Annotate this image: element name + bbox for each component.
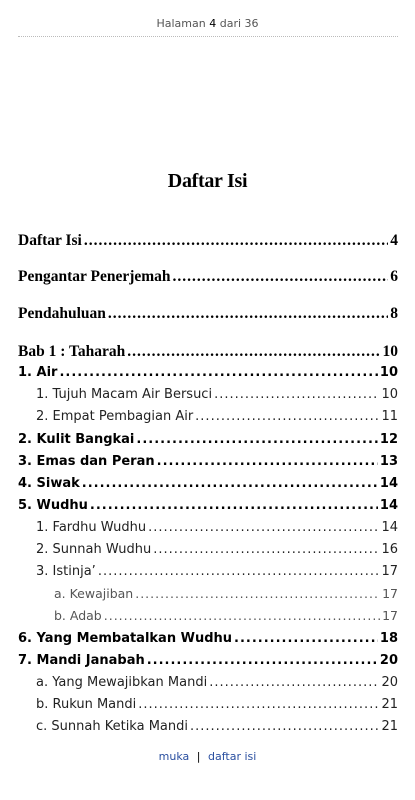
toc-entry-label: 3. Istinja’: [36, 564, 96, 579]
total-pages-number: 36: [244, 17, 259, 30]
toc-entry-label: 5. Wudhu: [18, 498, 88, 513]
toc-entry[interactable]: [36, 542, 398, 557]
toc-entry-label: 1. Fardhu Wudhu: [36, 520, 147, 535]
toc-entry-page: 8: [390, 305, 398, 322]
dot-leader: [209, 675, 379, 690]
toc-entry[interactable]: [36, 675, 398, 690]
toc-entry-label: Bab 1 : Taharah: [18, 343, 126, 360]
dot-leader: [148, 520, 379, 535]
toc-entry-page: 20: [381, 675, 398, 690]
dot-leader: [138, 697, 379, 712]
toc-entry-label: Pendahuluan: [18, 305, 106, 322]
toc-entry[interactable]: [18, 498, 398, 513]
toc-entry-page: 11: [381, 409, 398, 424]
dot-leader: [98, 564, 380, 579]
toc-entry-label: 6. Yang Membatalkan Wudhu: [18, 631, 233, 646]
toc-entry-label: a. Kewajiban: [54, 586, 134, 601]
toc-entry-label: 2. Kulit Bangkai: [18, 432, 135, 447]
toc-entry[interactable]: [18, 365, 398, 380]
toc-entry-page: 17: [382, 586, 398, 601]
toc-entry-label: c. Sunnah Ketika Mandi: [36, 719, 188, 734]
toc-entry-page: 18: [379, 631, 398, 646]
toc-entry-page: 6: [390, 268, 398, 285]
dot-leader: [136, 432, 378, 447]
toc-entry-page: 20: [379, 653, 398, 668]
toc-entry-page: 10: [381, 387, 398, 402]
page-of-label: dari: [219, 17, 242, 30]
dot-leader: [147, 653, 378, 668]
toc-entry[interactable]: [18, 476, 398, 491]
toc-entry-page: 10: [379, 365, 398, 380]
footer-separator: |: [196, 750, 201, 763]
page-title: Daftar Isi: [167, 170, 248, 192]
toc-link[interactable]: daftar isi: [208, 750, 257, 763]
dot-leader: [59, 365, 377, 380]
dot-leader: [214, 387, 379, 402]
toc-entry[interactable]: [36, 564, 398, 579]
toc-entry[interactable]: [18, 268, 398, 286]
dot-leader: [84, 232, 388, 250]
header-divider: [18, 36, 398, 37]
toc-entry-label: b. Adab: [54, 608, 102, 623]
toc-entry[interactable]: [18, 305, 398, 323]
dot-leader: [104, 608, 380, 623]
toc-entry-label: b. Rukun Mandi: [36, 697, 137, 712]
dot-leader: [82, 476, 378, 491]
dot-leader: [153, 542, 379, 557]
toc-entry-page: 14: [381, 520, 398, 535]
dot-leader: [195, 409, 379, 424]
page-label: Halaman: [156, 17, 206, 30]
toc-entry-label: 3. Emas dan Peran: [18, 454, 155, 469]
toc-entry[interactable]: [18, 454, 398, 469]
toc-entry-page: 14: [379, 498, 398, 513]
toc-entry-page: 17: [382, 608, 398, 623]
toc-entry[interactable]: [54, 586, 398, 601]
toc-entry-page: 14: [379, 476, 398, 491]
toc-entry-page: 12: [379, 432, 398, 447]
current-page-number: 4: [209, 17, 217, 30]
toc-entry-page: 13: [379, 454, 398, 469]
toc-entry-label: Daftar Isi: [18, 232, 82, 249]
dot-leader: [135, 586, 380, 601]
toc-entry-label: Pengantar Penerjemah: [18, 268, 171, 285]
dot-leader: [90, 498, 378, 513]
toc-entry-page: 17: [381, 564, 398, 579]
dot-leader: [157, 454, 378, 469]
dot-leader: [108, 305, 388, 323]
toc-entry-label: a. Yang Mewajibkan Mandi: [36, 675, 208, 690]
toc-entry-label: 1. Tujuh Macam Air Bersuci: [36, 387, 213, 402]
toc-entry[interactable]: [36, 520, 398, 535]
toc-entry-page: 10: [382, 343, 398, 360]
toc-entry-label: 2. Empat Pembagian Air: [36, 409, 194, 424]
toc-entry-page: 16: [381, 542, 398, 557]
dot-leader: [234, 631, 378, 646]
toc-entry[interactable]: [36, 387, 398, 402]
toc-entry[interactable]: [54, 608, 398, 623]
home-link[interactable]: muka: [158, 750, 190, 763]
toc-entry-label: 7. Mandi Janabah: [18, 653, 145, 668]
toc-entry[interactable]: [36, 719, 398, 734]
dot-leader: [190, 719, 379, 734]
toc-entry-page: 4: [390, 232, 398, 249]
toc-entry[interactable]: [18, 631, 398, 646]
dot-leader: [173, 268, 389, 286]
toc-entry[interactable]: [18, 343, 398, 361]
toc-entry[interactable]: [18, 432, 398, 447]
toc-entry-label: 2. Sunnah Wudhu: [36, 542, 152, 557]
toc-entry-page: 21: [381, 697, 398, 712]
toc-entry[interactable]: [36, 409, 398, 424]
toc-entry-label: 1. Air: [18, 365, 58, 380]
dot-leader: [127, 343, 380, 361]
toc-entry-label: 4. Siwak: [18, 476, 80, 491]
toc-entry[interactable]: [18, 232, 398, 250]
page-footer: [0, 750, 415, 763]
page-header: [0, 17, 415, 30]
toc-entry[interactable]: [36, 697, 398, 712]
toc-entry[interactable]: [18, 653, 398, 668]
toc-entry-page: 21: [381, 719, 398, 734]
